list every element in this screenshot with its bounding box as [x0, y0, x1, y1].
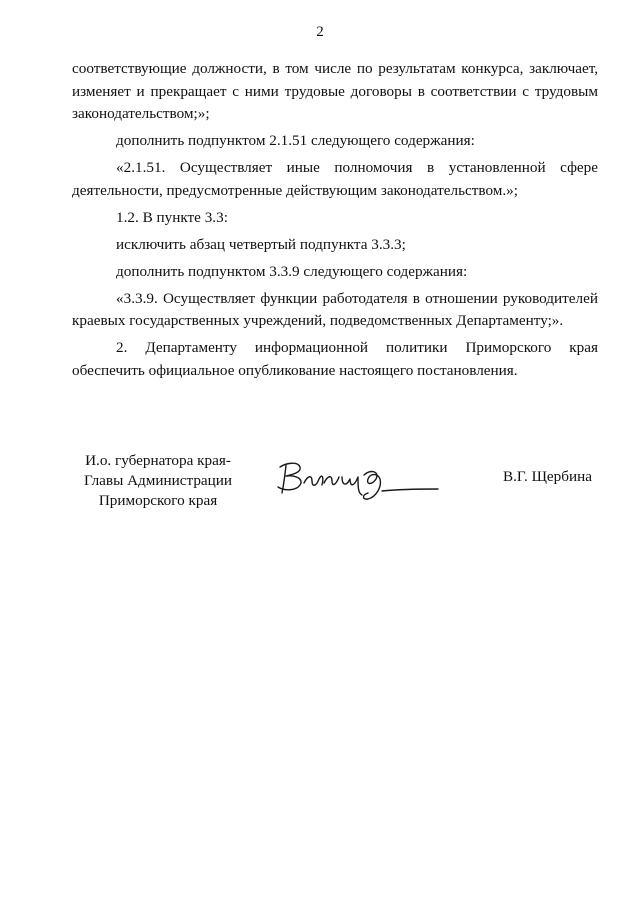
signer-title-line: И.о. губернатора края- — [85, 452, 231, 469]
document-body — [72, 58, 598, 387]
paragraph: «3.3.9. Осуществляет функции работодателя в отношении руководителей краевых государственных учреждений, подведомственных Департаменту;». — [72, 289, 598, 329]
signer-name: В.Г. Щербина — [503, 468, 592, 485]
handwritten-signature — [272, 455, 442, 503]
paragraph: 2. Департаменту информационной политики Приморского края обеспечить официальное опубликование настоящего постановления. — [72, 339, 598, 379]
paragraph: исключить абзац четвертый подпункта 3.3.3; — [116, 235, 406, 253]
page-number: 2 — [316, 24, 324, 40]
paragraph: 1.2. В пункте 3.3: — [116, 208, 228, 226]
paragraph: «2.1.51. Осуществляет иные полномочия в установленной сфере деятельности, предусмотренные действующим законодательством.»; — [72, 159, 598, 199]
paragraph: дополнить подпунктом 2.1.51 следующего содержания: — [116, 132, 475, 149]
paragraph: дополнить подпунктом 3.3.9 следующего содержания: — [116, 262, 468, 280]
signature-block — [0, 451, 640, 511]
signer-title-line: Приморского края — [98, 492, 218, 509]
signer-title-line: Главы Администрации — [83, 472, 233, 489]
signer-title — [78, 451, 238, 511]
paragraph: соответствующие должности, в том числе по результатам конкурса, заключает, изменяет и прекращает с ними трудовые договоры в соответствии с трудовым законодательством;»; — [72, 60, 598, 122]
